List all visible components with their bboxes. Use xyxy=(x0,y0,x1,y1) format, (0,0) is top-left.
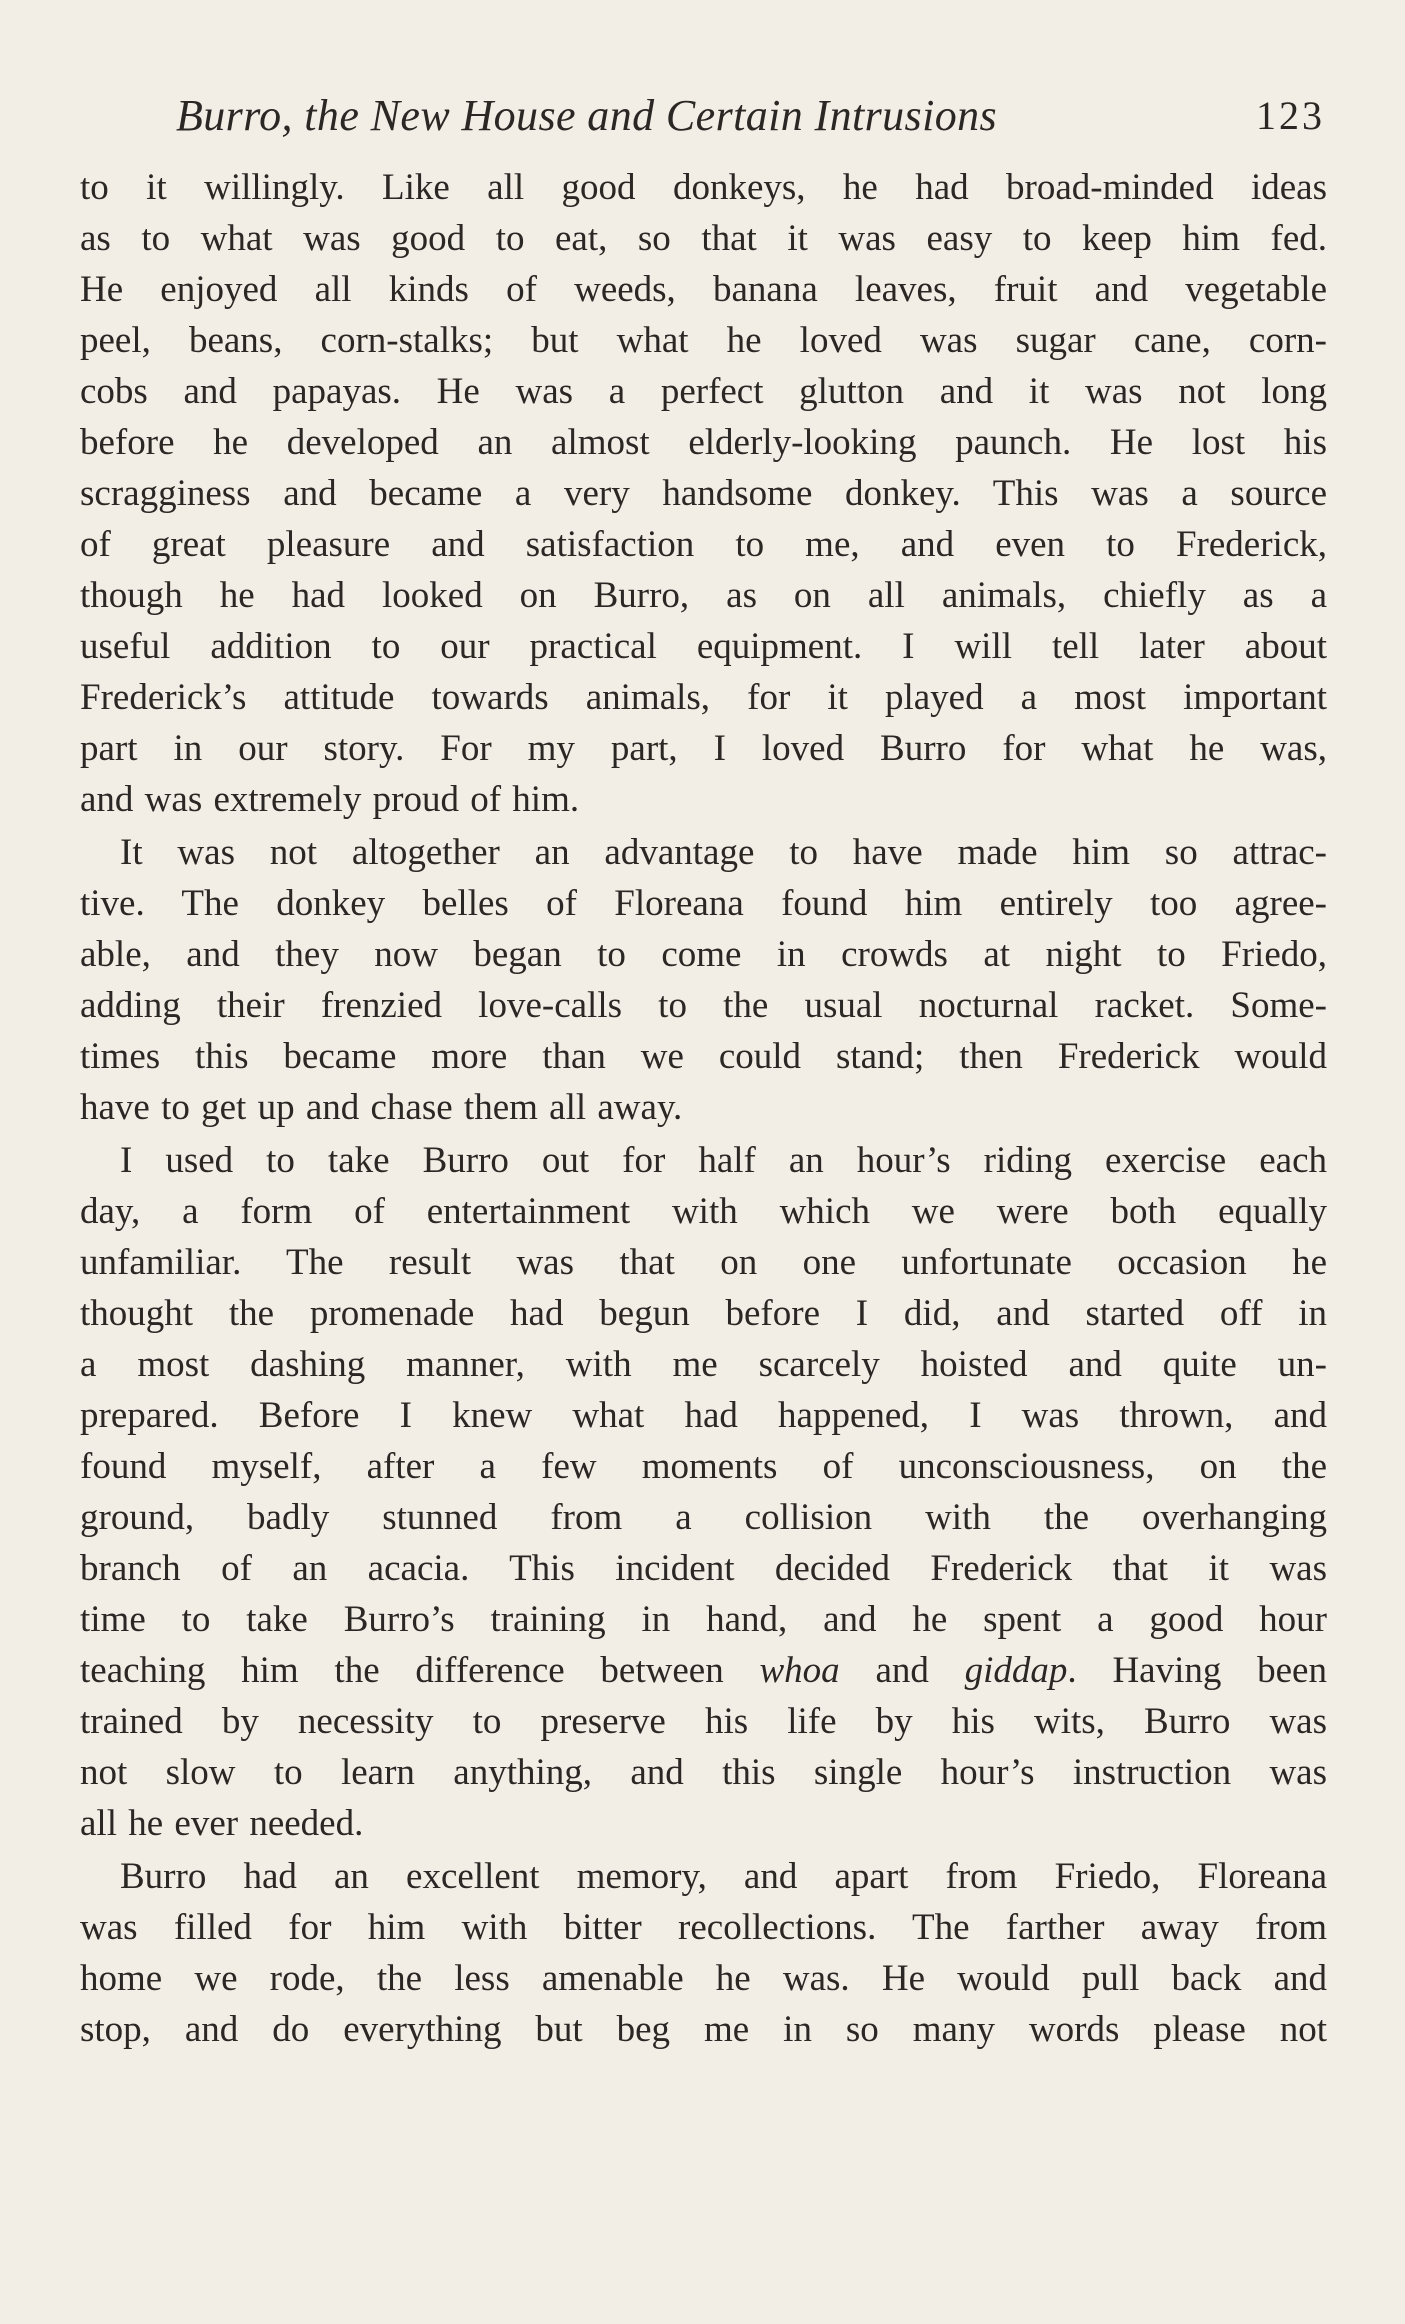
italic-word-whoa: whoa xyxy=(759,1650,840,1691)
text-line: found myself, after a few moments of unconsciousness, on the xyxy=(80,1446,1327,1487)
body-text xyxy=(80,162,1327,2055)
text-line: I used to take Burro out for half an hour’s riding exercise each xyxy=(120,1140,1327,1181)
text-line: of great pleasure and satisfaction to me, and even to Frederick, xyxy=(80,524,1327,565)
text-line: time to take Burro’s training in hand, and he spent a good hour xyxy=(80,1599,1327,1640)
text-line: adding their frenzied love-calls to the usual nocturnal racket. Some- xyxy=(80,985,1327,1026)
text-line: Burro had an excellent memory, and apart from Friedo, Floreana xyxy=(120,1856,1327,1897)
text-line: though he had looked on Burro, as on all animals, chiefly as a xyxy=(80,575,1327,616)
text-line: able, and they now began to come in crowds at night to Friedo, xyxy=(80,934,1327,975)
text-line: He enjoyed all kinds of weeds, banana leaves, fruit and vegetable xyxy=(80,269,1327,310)
text-line: tive. The donkey belles of Floreana found him entirely too agree- xyxy=(80,883,1327,924)
text-line: branch of an acacia. This incident decided Frederick that it was xyxy=(80,1548,1327,1589)
text-line: ground, badly stunned from a collision with the overhanging xyxy=(80,1497,1327,1538)
text-line: all he ever needed. xyxy=(80,1803,364,1844)
text-line: cobs and papayas. He was a perfect glutton and it was not long xyxy=(80,371,1327,412)
text-line: scragginess and became a very handsome donkey. This was a source xyxy=(80,473,1327,514)
text-line: part in our story. For my part, I loved Burro for what he was, xyxy=(80,728,1327,769)
text-line: day, a form of entertainment with which we were both equally xyxy=(80,1191,1327,1232)
paragraph-3 xyxy=(80,1135,1327,1849)
text-line: thought the promenade had begun before I did, and started off in xyxy=(80,1293,1327,1334)
text-line: peel, beans, corn-stalks; but what he loved was sugar cane, corn- xyxy=(80,320,1327,361)
running-head xyxy=(80,84,1327,148)
running-title: Burro, the New House and Certain Intrusions xyxy=(176,91,998,140)
text-line: stop, and do everything but beg me in so many words please not xyxy=(80,2009,1327,2050)
text-fragment: and xyxy=(839,1650,965,1691)
text-line: as to what was good to eat, so that it was easy to keep him fed. xyxy=(80,218,1327,259)
paragraph-2 xyxy=(80,827,1327,1133)
text-line: useful addition to our practical equipment. I will tell later about xyxy=(80,626,1327,667)
paragraph-1 xyxy=(80,162,1327,825)
page-number: 123 xyxy=(1256,93,1325,138)
text-fragment: teaching him the difference between xyxy=(80,1650,760,1691)
text-line: Frederick’s attitude towards animals, for it played a most important xyxy=(80,677,1327,718)
text-line-with-italics xyxy=(80,1645,1327,1696)
text-line: to it willingly. Like all good donkeys, he had broad-minded ideas xyxy=(80,167,1327,208)
text-line: before he developed an almost elderly-looking paunch. He lost his xyxy=(80,422,1327,463)
text-line: not slow to learn anything, and this single hour’s instruction was xyxy=(80,1752,1327,1793)
text-line: a most dashing manner, with me scarcely hoisted and quite un- xyxy=(80,1344,1327,1385)
text-line: was filled for him with bitter recollections. The farther away from xyxy=(80,1907,1327,1948)
text-line: It was not altogether an advantage to have made him so attrac- xyxy=(120,832,1327,873)
text-fragment: . Having been xyxy=(1067,1650,1327,1691)
text-line: have to get up and chase them all away. xyxy=(80,1087,683,1128)
paragraph-4 xyxy=(80,1851,1327,2055)
text-line: prepared. Before I knew what had happened, I was thrown, and xyxy=(80,1395,1327,1436)
text-line: and was extremely proud of him. xyxy=(80,779,580,820)
text-line: times this became more than we could stand; then Frederick would xyxy=(80,1036,1327,1077)
text-line: trained by necessity to preserve his life by his wits, Burro was xyxy=(80,1701,1327,1742)
text-line: unfamiliar. The result was that on one unfortunate occasion he xyxy=(80,1242,1327,1283)
italic-word-giddap: giddap xyxy=(964,1650,1068,1691)
text-line: home we rode, the less amenable he was. He would pull back and xyxy=(80,1958,1327,1999)
